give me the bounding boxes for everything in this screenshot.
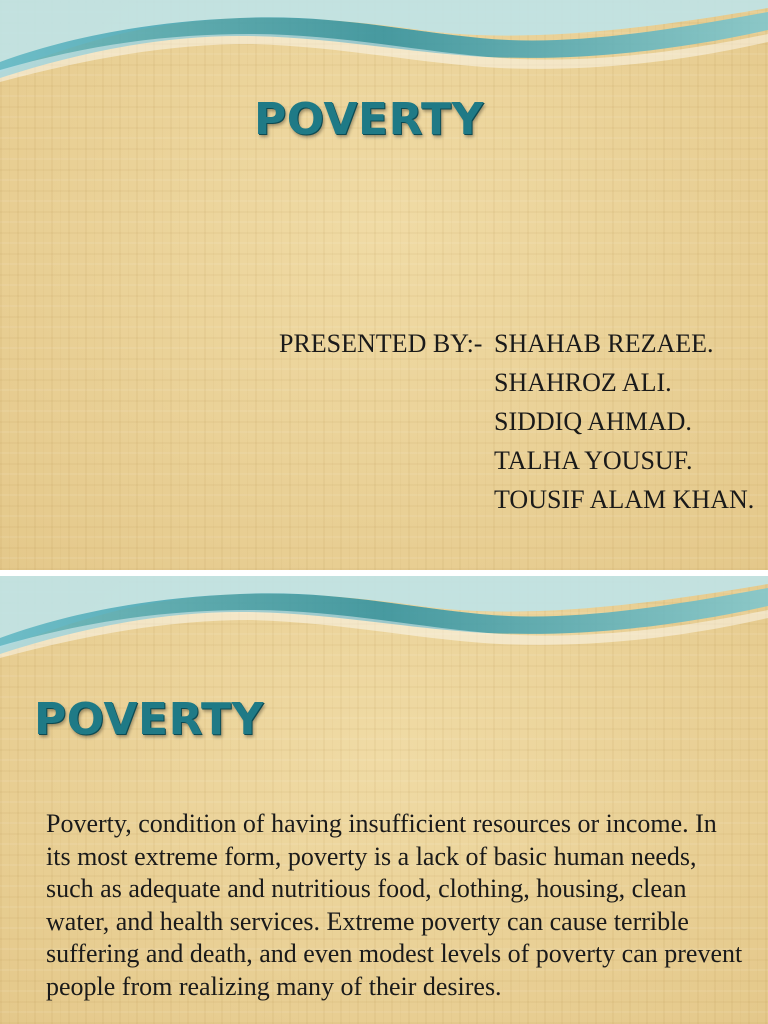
presenter-name: SHAHROZ ALI. — [494, 368, 672, 397]
presented-by-label: PRESENTED BY:- — [279, 329, 483, 358]
presenter-list — [494, 324, 754, 519]
presenter-name: TALHA YOUSUF. — [494, 446, 693, 475]
content-slide — [0, 576, 768, 1024]
presenter-name: SIDDIQ AHMAD. — [494, 407, 692, 436]
slide-title: POVERTY — [34, 694, 264, 745]
presenter-name: TOUSIF ALAM KHAN. — [494, 485, 755, 514]
decorative-wave-banner — [0, 576, 768, 666]
presenter-name: SHAHAB REZAEE. — [494, 329, 714, 358]
slide-body-text: Poverty, condition of having insufficient resources or income. In its most extreme form, poverty is a lack of basic human needs, such as adequate and nutritious food, clothing, housing, clean water, and health services. Extreme poverty can cause terrible suffering and death, and even modest levels of poverty can prevent people from realizing many of their desires. — [46, 809, 743, 1001]
slide-title: POVERTY — [254, 94, 484, 145]
decorative-wave-banner — [0, 0, 768, 90]
